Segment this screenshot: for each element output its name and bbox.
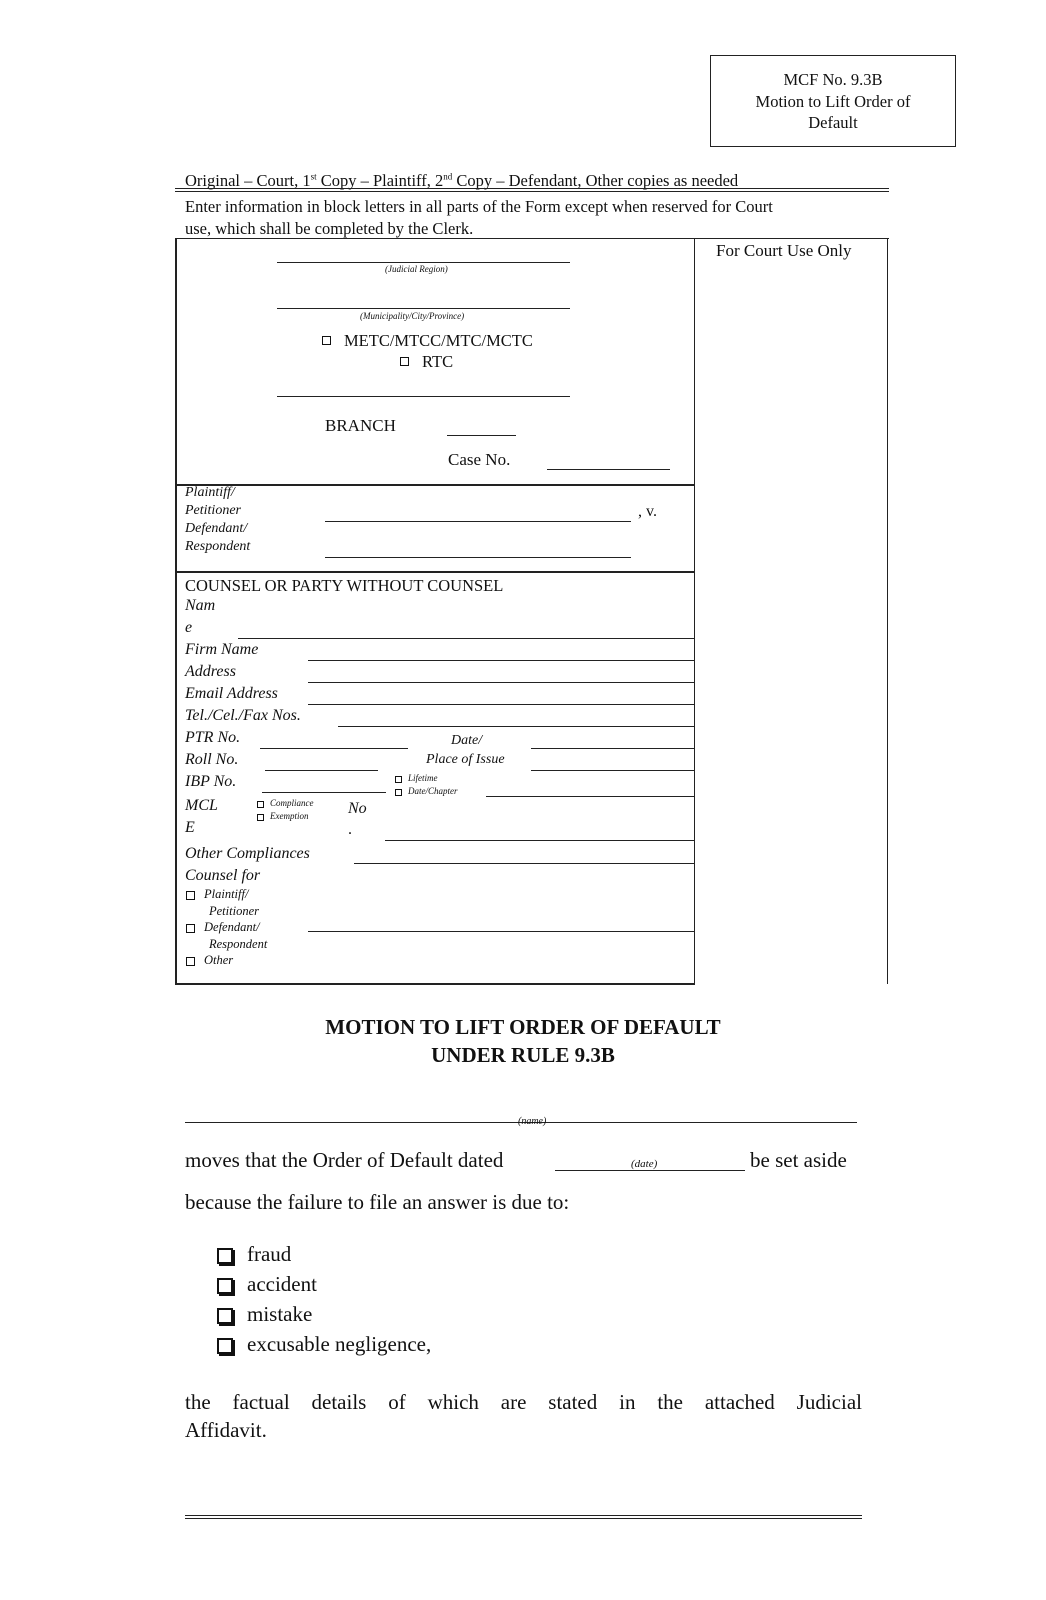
other-compliances-field[interactable]	[354, 863, 694, 864]
set-aside-text: be set aside	[750, 1148, 847, 1172]
mcle-no-label-1: No	[348, 800, 367, 817]
mcle-no-field[interactable]	[385, 840, 694, 841]
exemption-label: Exemption	[270, 811, 309, 821]
counsel-for-defendant-label-2: Respondent	[209, 937, 268, 951]
form-left-border	[175, 238, 177, 984]
mistake-label: mistake	[247, 1302, 313, 1326]
copies-distribution: Original – Court, 1st Copy – Plaintiff, 2nd Copy – Defendant, Other copies as needed	[185, 171, 739, 190]
address-field[interactable]	[308, 682, 694, 683]
court-section-divider	[175, 484, 695, 486]
court-use-label: For Court Use Only	[716, 241, 852, 260]
municipality-caption: (Municipality/City/Province)	[360, 311, 465, 321]
email-field[interactable]	[308, 704, 694, 705]
firm-name-label: Firm Name	[185, 641, 259, 658]
form-title-line2: Default	[808, 113, 858, 132]
court-name-field[interactable]	[277, 396, 570, 397]
form-right-border	[887, 238, 888, 984]
municipality-field[interactable]	[277, 308, 570, 309]
counsel-for-plaintiff-label-2: Petitioner	[209, 904, 259, 918]
header-rule	[175, 188, 889, 192]
counsel-for-label: Counsel for	[185, 867, 261, 884]
ptr-label: PTR No.	[185, 729, 241, 746]
counsel-for-other-label: Other	[204, 953, 234, 967]
motion-title: MOTION TO LIFT ORDER OF DEFAULT UNDER RULE 9.3B	[325, 1015, 721, 1067]
judicial-region-caption: (Judicial Region)	[385, 264, 448, 274]
counsel-for-other-checkbox[interactable]	[186, 957, 195, 966]
judicial-region-field[interactable]	[277, 262, 570, 263]
name-caption: (name)	[518, 1116, 547, 1127]
ibp-date-field[interactable]	[486, 796, 694, 797]
mcle-label-2: E	[185, 819, 195, 836]
case-no-field[interactable]	[547, 469, 670, 470]
exemption-checkbox[interactable]	[257, 814, 264, 821]
plaintiff-field[interactable]	[325, 521, 631, 522]
counsel-for-defendant-label-1: Defendant/	[204, 920, 260, 934]
mistake-checkbox[interactable]	[217, 1308, 233, 1324]
factual-details-line2: Affidavit.	[185, 1418, 267, 1442]
rtc-checkbox[interactable]	[400, 357, 409, 366]
counsel-for-defendant-checkbox[interactable]	[186, 924, 195, 933]
email-label: Email Address	[185, 685, 278, 702]
branch-field[interactable]	[447, 435, 516, 436]
case-no-label: Case No.	[448, 450, 511, 469]
other-compliances-label: Other Compliances	[185, 845, 310, 862]
fraud-checkbox[interactable]	[217, 1248, 233, 1264]
ibp-field[interactable]	[262, 792, 386, 793]
address-label: Address	[185, 663, 236, 680]
form-divider	[694, 238, 695, 984]
default-date-field[interactable]	[555, 1170, 745, 1171]
excusable-negligence-label: excusable negligence,	[247, 1332, 432, 1356]
form-title-line1: Motion to Lift Order of	[755, 91, 911, 111]
form-number-box	[710, 55, 956, 147]
defendant-label-2: Respondent	[185, 539, 251, 554]
plaintiff-label-1: Plaintiff/	[185, 485, 235, 500]
ptr-date-field[interactable]	[531, 748, 694, 749]
roll-field[interactable]	[265, 770, 378, 771]
because-text: because the failure to file an answer is due to:	[185, 1190, 570, 1214]
factual-details-line1: the factual details of which are stated in the attached Judicial	[185, 1390, 862, 1414]
lifetime-checkbox[interactable]	[395, 776, 402, 783]
defendant-field[interactable]	[325, 557, 631, 558]
counsel-for-field[interactable]	[308, 931, 694, 932]
roll-label: Roll No.	[185, 751, 239, 768]
defendant-label-1: Defendant/	[185, 521, 248, 536]
branch-label: BRANCH	[325, 416, 396, 435]
rtc-label: RTC	[422, 352, 454, 371]
form-number: MCF No. 9.3B	[783, 70, 883, 89]
roll-date-field[interactable]	[531, 770, 694, 771]
mcle-label-1: MCL	[185, 797, 218, 814]
compliance-label: Compliance	[270, 798, 314, 808]
lifetime-label: Lifetime	[408, 773, 438, 783]
tel-field[interactable]	[338, 726, 694, 727]
tel-label: Tel./Cel./Fax Nos.	[185, 707, 301, 724]
footer-rule	[185, 1515, 862, 1519]
form-bottom-border	[175, 983, 695, 985]
versus-label: , v.	[638, 503, 657, 520]
form-top-border	[175, 238, 889, 239]
ptr-field[interactable]	[260, 748, 408, 749]
accident-checkbox[interactable]	[217, 1278, 233, 1294]
name-field[interactable]	[238, 638, 694, 639]
fraud-label: fraud	[247, 1242, 292, 1266]
metc-checkbox[interactable]	[322, 336, 331, 345]
excusable-negligence-checkbox[interactable]	[217, 1338, 233, 1354]
moves-text: moves that the Order of Default dated	[185, 1148, 504, 1172]
name-label-1: Nam	[185, 597, 216, 614]
date-chapter-checkbox[interactable]	[395, 789, 402, 796]
ibp-label: IBP No.	[185, 773, 237, 790]
date-place-label-1: Date/	[451, 733, 483, 748]
counsel-for-plaintiff-checkbox[interactable]	[186, 891, 195, 900]
counsel-heading: COUNSEL OR PARTY WITHOUT COUNSEL	[185, 576, 504, 595]
parties-divider	[175, 571, 695, 573]
mcle-no-label-2: .	[348, 821, 352, 838]
date-place-label-2: Place of Issue	[426, 752, 505, 767]
firm-name-field[interactable]	[308, 660, 694, 661]
name-label-2: e	[185, 619, 193, 636]
date-caption: (date)	[631, 1158, 658, 1170]
date-chapter-label: Date/Chapter	[408, 786, 458, 796]
plaintiff-label-2: Petitioner	[185, 503, 241, 518]
compliance-checkbox[interactable]	[257, 801, 264, 808]
counsel-for-plaintiff-label-1: Plaintiff/	[204, 887, 249, 901]
instructions: Enter information in block letters in all parts of the Form except when reserved for Court use, which shall be completed by the Clerk.	[185, 197, 773, 238]
metc-label: METC/MTCC/MTC/MCTC	[344, 331, 533, 350]
accident-label: accident	[247, 1272, 317, 1296]
